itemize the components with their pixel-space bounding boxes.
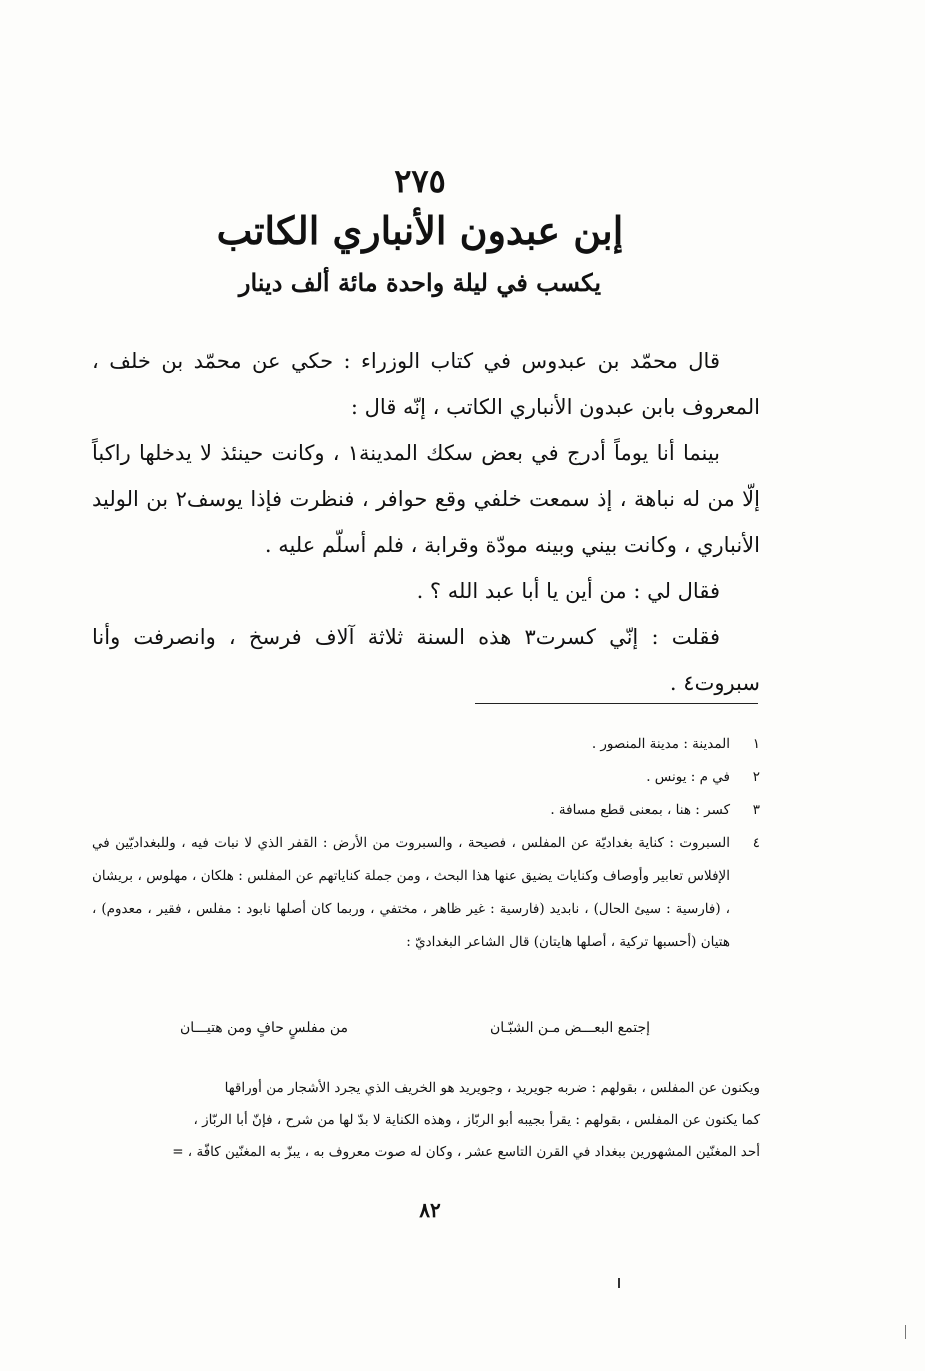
paragraph-3: فقال لي : من أين يا أبا عبد الله ؟ . xyxy=(416,579,720,603)
footnote-divider xyxy=(475,703,758,704)
footnote-text: كسر : هنا ، بمعنى قطع مسافة . xyxy=(550,802,730,818)
poem-verse xyxy=(180,1020,650,1036)
scan-speck xyxy=(618,1278,620,1288)
verse-hemistich-1: إجتمع البعـــض مـن الشبّـان xyxy=(489,1020,650,1036)
footnote-2 xyxy=(92,761,760,794)
footnote-number: ١ xyxy=(752,736,760,752)
footnote-number: ٣ xyxy=(752,802,760,818)
paragraph-4: فقلت : إنّي كسرت٣ هذه السنة ثلاثة آلاف فرسخ ، وانصرفت وأنا سبروت٤ . xyxy=(92,625,760,695)
footnote-continuation xyxy=(92,1072,760,1168)
continuation-line-3: أحد المغنّين المشهورين ببغداد في القرن التاسع عشر ، وكان له صوت معروف به ، يبزّ به المغنّين كافّة ، = xyxy=(172,1144,760,1160)
footnote-number: ٢ xyxy=(752,769,760,785)
paragraph-2: بينما أنا يوماً أدرج في بعض سكك المدينة١ ، وكانت حينئذ لا يدخلها راكباً إلّا من له نباهة ، إذ سمعت خلفي وقع حوافر ، فنظرت فإذا يوسف٢ بن الوليد الأنباري ، وكانت بيني وبينه مودّة وقرابة ، فلم أسلّم عليه . xyxy=(92,441,760,557)
scan-speck xyxy=(905,1325,906,1339)
continuation-line-1: ويكنون عن المفلس ، بقولهم : ضربه جويريد ، وجويريد هو الخريف الذي يجرد الأشجار من أوراقها xyxy=(224,1080,760,1096)
continuation-line-2: كما يكنون عن المفلس ، بقولهم : يقرأ بجيبه أبو الربّاز ، وهذه الكناية لا بدّ لها من شرح ، فإنّ أبا الربّاز ، xyxy=(193,1112,760,1128)
page-number: ٨٢ xyxy=(419,1198,441,1222)
footnote-4 xyxy=(92,827,760,959)
footnote-text: السبروت : كناية بغداديّة عن المفلس ، فصيحة ، والسبروت من الأرض : القفر الذي لا نبات فيه ، وللبغداديّين في الإفلاس تعابير وأوصاف وكنايات يضيق عنها هذا البحث ، ومن جملة كناياتهم عن المفلس : هلكان ، مهلوس ، بريشان ، (فارسية : سيئ الحال) ، نابديد (فارسية : غير ظاهر ، مختفي ، وربما كان أصلها نابود : مفلس ، فقير ، معدوم) ، هتيان (أحسبها تركية ، أصلها هايتان) قال الشاعر البغداديّ : xyxy=(92,835,730,950)
verse-hemistich-2: من مفلسٍ حافٍ ومن هتيـــان xyxy=(180,1020,349,1036)
story-title: إبن عبدون الأنباري الكاتب xyxy=(216,208,624,253)
footnote-number: ٤ xyxy=(752,835,760,851)
story-number: ٢٧٥ xyxy=(394,162,446,200)
footnote-text: المدينة : مدينة المنصور . xyxy=(591,736,730,752)
footnotes xyxy=(92,728,760,959)
story-subtitle: يكسب في ليلة واحدة مائة ألف دينار xyxy=(238,268,602,297)
footnote-3 xyxy=(92,794,760,827)
footnote-1 xyxy=(92,728,760,761)
footnote-text: في م : يونس . xyxy=(646,769,730,785)
paragraph-1: قال محمّد بن عبدوس في كتاب الوزراء : حكي عن محمّد بن خلف ، المعروف بابن عبدون الأنباري الكاتب ، إنّه قال : xyxy=(92,349,760,419)
main-text xyxy=(92,338,760,706)
